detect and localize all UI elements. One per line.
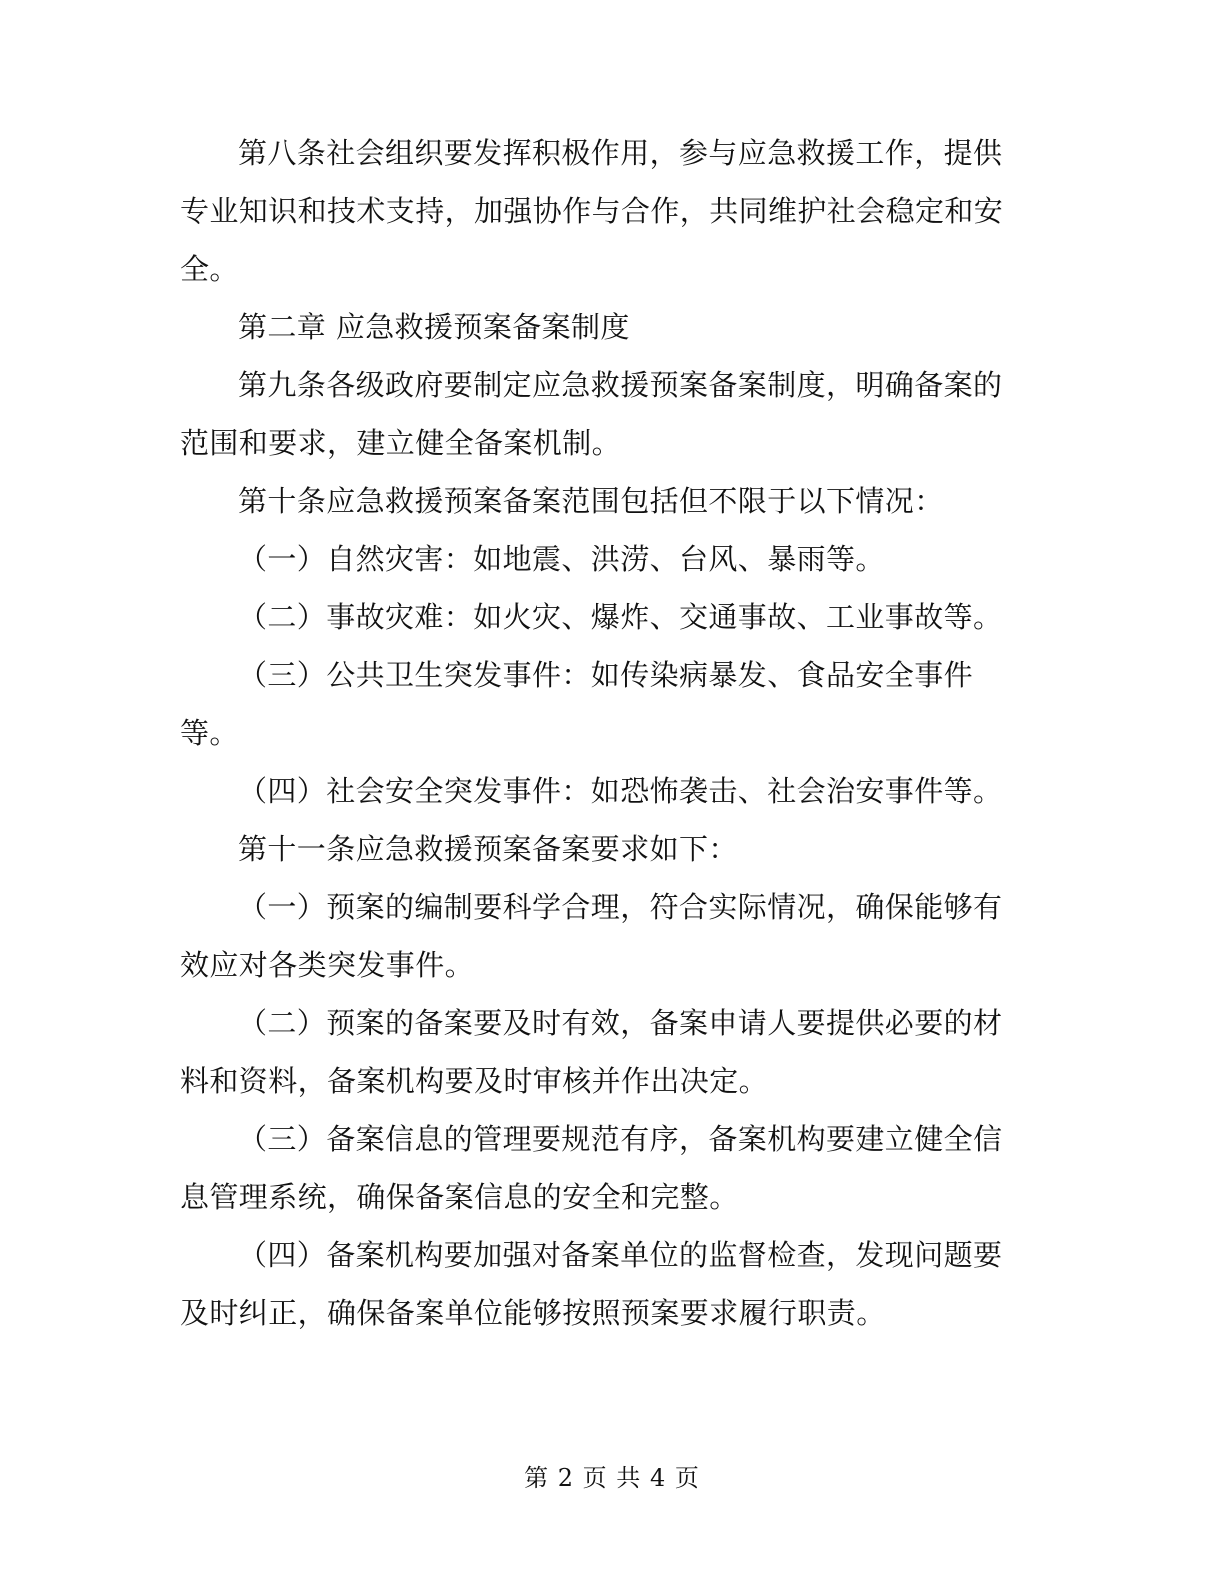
article-10-item-4: （四）社会安全突发事件：如恐怖袭击、社会治安事件等。	[238, 774, 1003, 808]
chapter-2-heading: 第二章 应急救援预案备案制度	[238, 310, 630, 344]
article-11-item-1: （一）预案的编制要科学合理，符合实际情况，确保能够有效应对各类突发事件。	[180, 890, 1003, 982]
document-body	[180, 124, 1012, 1342]
article-10-item-3: （三）公共卫生突发事件：如传染病暴发、食品安全事件等。	[180, 658, 974, 750]
article-10-item-1: （一）自然灾害：如地震、洪涝、台风、暴雨等。	[238, 542, 885, 576]
article-11-paragraph: 第十一条应急救援预案备案要求如下：	[238, 832, 738, 866]
article-11-item-3: （三）备案信息的管理要规范有序，备案机构要建立健全信息管理系统，确保备案信息的安全和完整。	[180, 1122, 1003, 1214]
article-10-paragraph: 第十条应急救援预案备案范围包括但不限于以下情况：	[238, 484, 944, 518]
article-10-item-2: （二）事故灾难：如火灾、爆炸、交通事故、工业事故等。	[238, 600, 1003, 634]
article-11-item-4: （四）备案机构要加强对备案单位的监督检查，发现问题要及时纠正，确保备案单位能够按照预案要求履行职责。	[180, 1238, 1003, 1330]
article-11-item-2: （二）预案的备案要及时有效，备案申请人要提供必要的材料和资料，备案机构要及时审核并作出决定。	[180, 1006, 1003, 1098]
page-number-footer: 第 2 页 共 4 页	[524, 1464, 700, 1492]
article-8-paragraph: 第八条社会组织要发挥积极作用，参与应急救援工作，提供专业知识和技术支持，加强协作与合作，共同维护社会稳定和安全。	[180, 136, 1004, 286]
article-9-paragraph: 第九条各级政府要制定应急救援预案备案制度，明确备案的范围和要求，建立健全备案机制。	[180, 368, 1003, 460]
